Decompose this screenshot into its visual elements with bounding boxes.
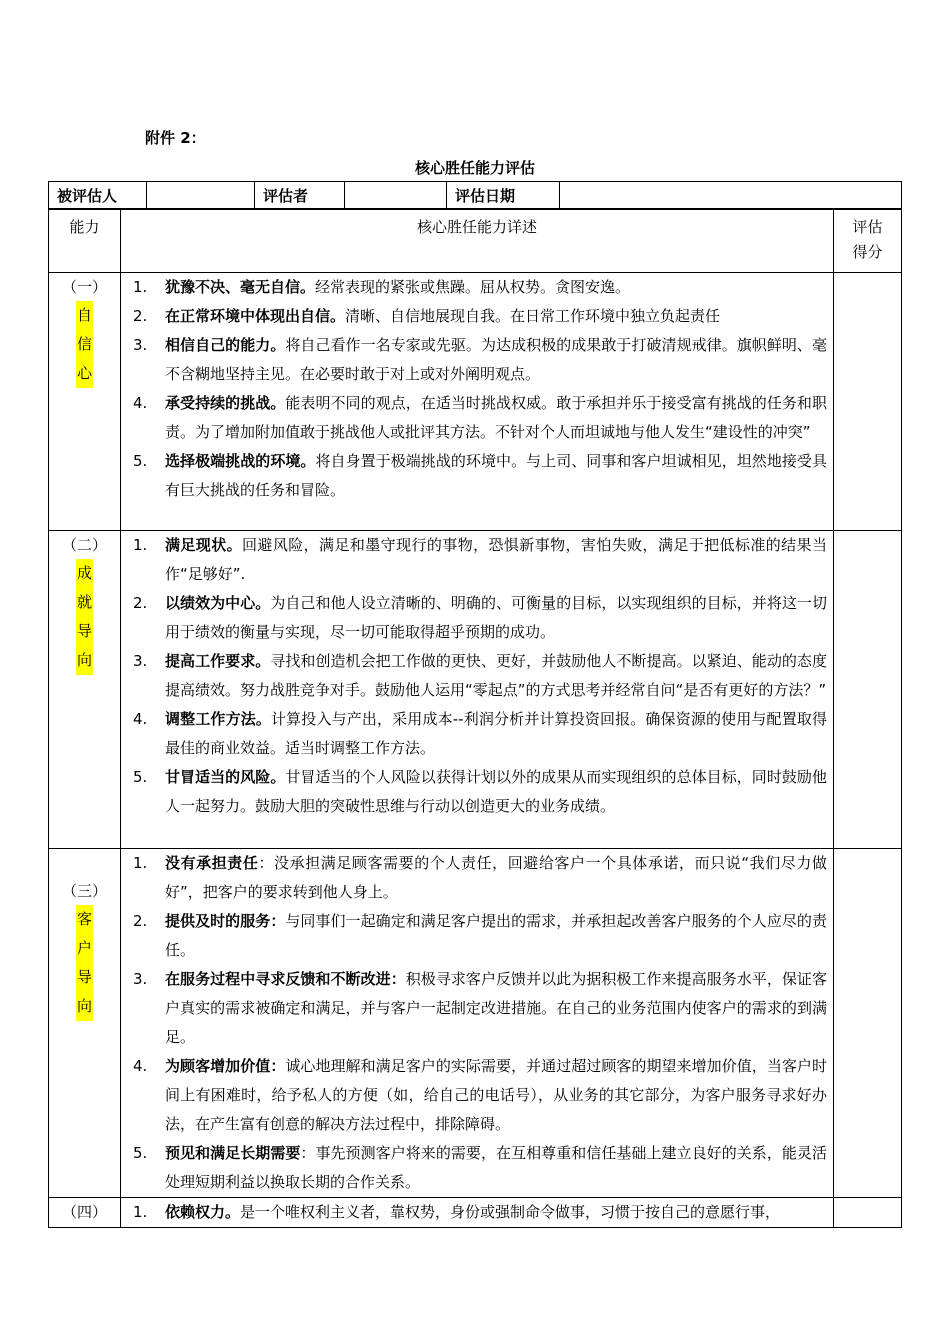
item-title: 甘冒适当的风险。 (165, 768, 286, 786)
item-number: 1. (133, 854, 148, 872)
capability-name-char: 心 (76, 364, 92, 382)
item-title: 在服务过程中寻求反馈和不断改进： (165, 970, 406, 988)
item-text: 清晰、自信地展现自我。在日常工作环境中独立负起责任 (345, 307, 721, 325)
item-number: 1. (133, 278, 148, 296)
description-cell (121, 273, 834, 531)
description-cell (121, 1198, 834, 1228)
capability-name-char: 导 (76, 968, 92, 986)
list-item (121, 589, 827, 647)
item-number: 5. (133, 1144, 148, 1162)
item-text: 将自身置于极端挑战的环境中。与上司、同事和客户坦诚相见，坦然地接受具有巨大挑战的任务和冒险。 (165, 452, 827, 499)
item-text: 与同事们一起确定和满足客户提出的需求，并承担起改善客户服务的个人应尽的责任。 (165, 912, 827, 959)
list-item (121, 302, 827, 331)
capability-name (76, 905, 93, 1021)
item-title: 选择极端挑战的环境。 (165, 452, 316, 470)
item-text: 将自己看作一名专家或先驱。为达成积极的成果敢于打破清规戒律。旗帜鲜明、毫不含糊地坚持主见。在必要时敢于对上或对外阐明观点。 (165, 336, 827, 383)
item-number: 1. (133, 536, 148, 554)
item-title: 没有承担责任 (165, 854, 259, 872)
item-number: 3. (133, 970, 148, 988)
capability-cell (49, 531, 121, 849)
evaluator-label: 评估者 (255, 182, 345, 209)
list-item (121, 1139, 827, 1197)
section-number: （一） (61, 278, 107, 296)
item-number: 3. (133, 652, 148, 670)
list-item (121, 763, 827, 821)
item-title: 在正常环境中体现出自信。 (165, 307, 346, 325)
date-label: 评估日期 (447, 182, 560, 209)
section-number: （三） (61, 882, 107, 900)
list-item (121, 849, 827, 907)
evaluatee-field[interactable] (147, 182, 255, 209)
item-text: 寻找和创造机会把工作做的更快、更好，并鼓励他人不断提高。以紧迫、能动的态度提高绩效。努力战胜竞争对手。鼓励他人运用“零起点”的方式思考并经常自问“是否有更好的方法？” (165, 652, 827, 699)
list-item (121, 447, 827, 505)
item-number: 1. (133, 1203, 148, 1221)
section-row (49, 1198, 902, 1228)
item-number: 3. (133, 336, 148, 354)
competency-table (48, 209, 902, 1228)
capability-cell (49, 849, 121, 1198)
capability-name-char: 向 (76, 997, 92, 1015)
item-title: 为顾客增加价值： (165, 1057, 286, 1075)
list-item (121, 965, 827, 1052)
description-cell (121, 531, 834, 849)
capability-name-char: 信 (76, 335, 92, 353)
list-item (121, 331, 827, 389)
item-title: 预见和满足长期需要 (165, 1144, 301, 1162)
item-number: 2. (133, 912, 148, 930)
score-column-header-text: 评估得分 (852, 218, 883, 261)
list-item (121, 531, 827, 589)
capability-cell (49, 1198, 121, 1228)
attachment-label: 附件 2： (145, 129, 206, 147)
capability-column-header: 能力 (49, 210, 121, 273)
evaluator-field[interactable] (345, 182, 447, 209)
score-cell[interactable] (834, 849, 902, 1198)
capability-name-char: 客 (76, 910, 92, 928)
item-title: 调整工作方法。 (165, 710, 272, 728)
section-row (49, 273, 902, 531)
item-text: 是一个唯权利主义者，靠权势，身份或强制命令做事，习惯于按自己的意愿行事， (240, 1203, 781, 1221)
item-number: 5. (133, 768, 148, 786)
list-item (121, 1052, 827, 1139)
list-item (121, 273, 827, 302)
capability-name (76, 301, 93, 388)
capability-cell (49, 273, 121, 531)
score-cell[interactable] (834, 1198, 902, 1228)
item-number: 2. (133, 307, 148, 325)
item-text: 经常表现的紧张或焦躁。屈从权势。贪图安逸。 (315, 278, 631, 296)
list-item (121, 1198, 827, 1227)
description-column-header: 核心胜任能力详述 (121, 210, 834, 273)
item-title: 依赖权力。 (165, 1203, 241, 1221)
capability-name (76, 559, 93, 675)
list-item (121, 705, 827, 763)
page-title: 核心胜任能力评估 (414, 159, 535, 177)
section-number: （二） (61, 536, 107, 554)
score-column-header (834, 210, 902, 273)
description-cell (121, 849, 834, 1198)
list-item (121, 647, 827, 705)
capability-name-char: 成 (76, 564, 92, 582)
item-text: 诚心地理解和满足客户的实际需要，并通过超过顾客的期望来增加价值，当客户时间上有困难时，给予私人的方便（如，给自己的电话号），从业务的其它部分，为客户服务寻求好办法，在产生富有创意的解决方法过程中，排除障碍。 (165, 1057, 827, 1133)
item-title: 犹豫不决、毫无自信。 (165, 278, 316, 296)
section-row (49, 531, 902, 849)
list-item (121, 907, 827, 965)
item-text: 能表明不同的观点，在适当时挑战权威。敢于承担并乐于接受富有挑战的任务和职责。为了增加附加值敢于挑战他人或批评其方法。不针对个人而坦诚地与他人发生“建设性的冲突” (165, 394, 827, 441)
item-text: 积极寻求客户反馈并以此为据积极工作来提高服务水平，保证客户真实的需求被确定和满足，并与客户一起制定改进措施。在自己的业务范围内使客户的需求的到满足。 (165, 970, 827, 1046)
column-header-row (49, 210, 902, 273)
item-number: 2. (133, 594, 148, 612)
date-field[interactable] (560, 182, 902, 209)
list-item (121, 389, 827, 447)
score-cell[interactable] (834, 273, 902, 531)
capability-name-char: 户 (76, 939, 92, 957)
item-text: 甘冒适当的个人风险以获得计划以外的成果从而实现组织的总体目标，同时鼓励他人一起努力。鼓励大胆的突破性思维与行动以创造更大的业务成绩。 (165, 768, 827, 815)
item-title: 提高工作要求。 (165, 652, 271, 670)
item-title: 以绩效为中心。 (165, 594, 271, 612)
item-text: 计算投入与产出，采用成本--利润分析并计算投资回报。确保资源的使用与配置取得最佳的商业效益。适当时调整工作方法。 (165, 710, 827, 757)
item-number: 4. (133, 394, 148, 412)
item-number: 4. (133, 1057, 148, 1075)
item-number: 4. (133, 710, 148, 728)
evaluatee-label: 被评估人 (49, 182, 147, 209)
item-title: 相信自己的能力。 (165, 336, 286, 354)
capability-name-char: 就 (76, 593, 92, 611)
item-text: 为自己和他人设立清晰的、明确的、可衡量的目标，以实现组织的目标，并将这一切用于绩效的衡量与实现，尽一切可能取得超乎预期的成功。 (165, 594, 827, 641)
score-cell[interactable] (834, 531, 902, 849)
item-title: 承受持续的挑战。 (165, 394, 286, 412)
capability-name-char: 向 (76, 651, 92, 669)
item-text: 回避风险，满足和墨守现行的事物，恐惧新事物，害怕失败，满足于把低标准的结果当作“足够好”. (165, 536, 827, 583)
section-number: （四） (61, 1203, 107, 1221)
info-table (48, 181, 902, 209)
item-title: 提供及时的服务： (165, 912, 286, 930)
section-row (49, 849, 902, 1198)
capability-name-char: 自 (76, 306, 92, 324)
item-text: ：没承担满足顾客需要的个人责任，回避给客户一个具体承诺，而只说“我们尽力做好”，把客户的要求转到他人身上。 (165, 854, 827, 901)
item-title: 满足现状。 (165, 536, 243, 554)
capability-name-char: 导 (76, 622, 92, 640)
item-text: ：事先预测客户将来的需要，在互相尊重和信任基础上建立良好的关系，能灵活处理短期利益以换取长期的合作关系。 (165, 1144, 827, 1191)
item-number: 5. (133, 452, 148, 470)
